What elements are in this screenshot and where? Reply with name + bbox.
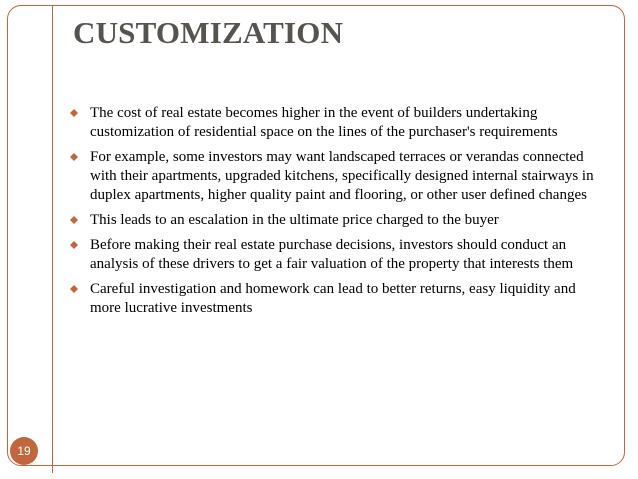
bullet-item [70,148,600,205]
bullet-text: This leads to an escalation in the ultimate price charged to the buyer [90,212,499,228]
bullet-text: Before making their real estate purchase decisions, investors should conduct an analysis of these drivers to get a fair valuation of the property that interests them [90,237,574,272]
bullet-item [70,104,600,142]
bullet-text: Careful investigation and homework can lead to better returns, easy liquidity and more lucrative investments [90,281,576,316]
bullet-list [70,104,600,324]
diamond-bullet-icon [70,285,78,293]
bullet-text: For example, some investors may want landscaped terraces or verandas connected with their apartments, upgraded kitchens, specifically designed internal stairways in duplex apartments, higher quality paint and flooring, or other user defined changes [90,149,594,203]
margin-divider-line [52,5,53,473]
diamond-bullet-icon [70,109,78,117]
bullet-text: The cost of real estate becomes higher in the event of builders undertaking customization of residential space on the lines of the purchaser's requirements [90,105,558,140]
bullet-item [70,280,600,318]
diamond-bullet-icon [70,153,78,161]
diamond-bullet-icon [70,216,78,224]
bullet-item [70,211,600,230]
bullet-item [70,236,600,274]
diamond-bullet-icon [70,241,78,249]
slide-title: CUSTOMIZATION [73,15,344,50]
page-number-badge: 19 [10,437,38,465]
